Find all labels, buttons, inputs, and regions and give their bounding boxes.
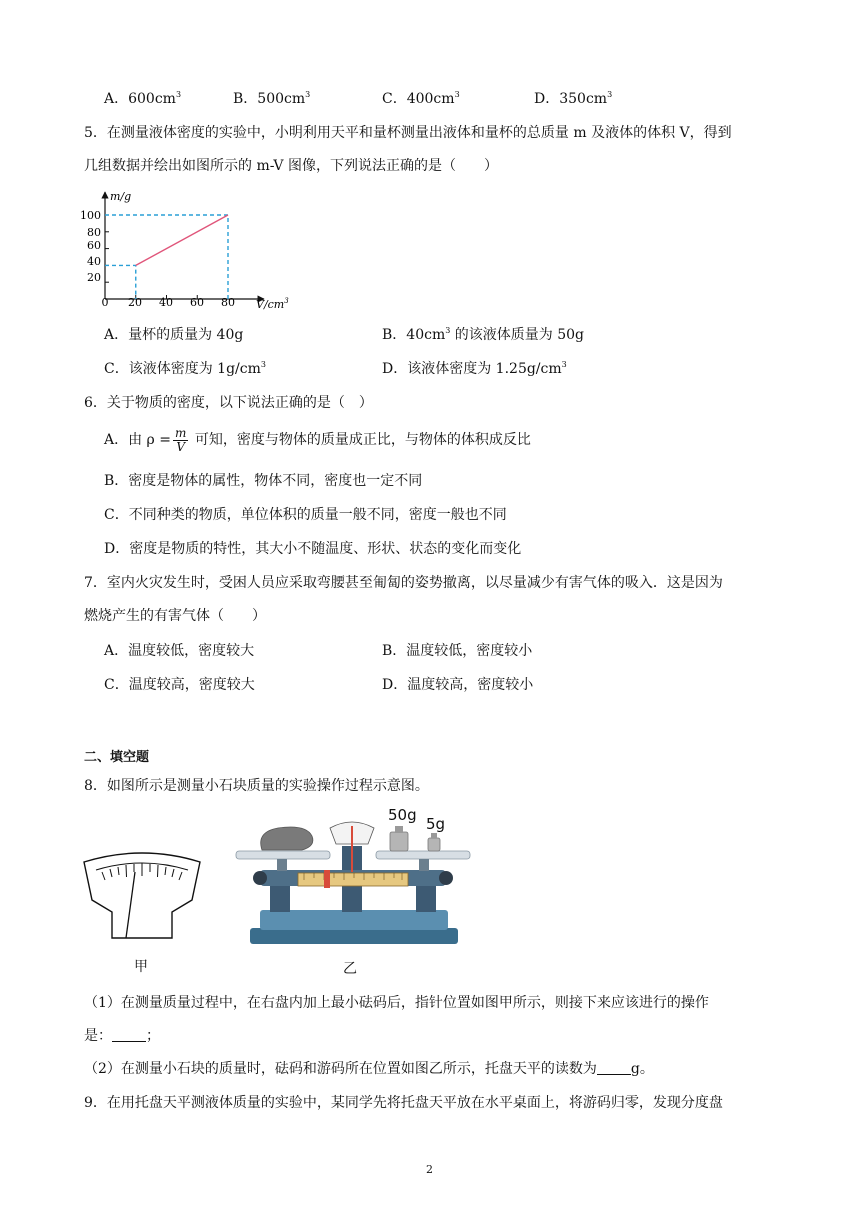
answer-blank-1[interactable] xyxy=(112,1027,146,1042)
y-tick-label: 80 xyxy=(87,226,101,239)
x-tick-label: 40 xyxy=(159,296,173,309)
y-tick-label: 100 xyxy=(80,209,101,222)
q7-option-b: B．温度较低，密度较小 xyxy=(382,643,533,659)
q6-stem: 6．关于物质的密度，以下说法正确的是（ ） xyxy=(84,395,373,411)
q7-option-d: D．温度较高，密度较小 xyxy=(382,677,534,693)
graph-xlabel: $V/cm^3$ xyxy=(256,297,289,311)
q4-option-a: A．$600cm^3$ xyxy=(104,90,182,107)
weight-5g xyxy=(428,838,440,851)
q7-stem-line1: 7．室内火灾发生时，受困人员应采取弯腰甚至匍匐的姿势撤离，以尽量减少有害气体的吸入．这是因为 xyxy=(84,575,723,591)
graph-ylabel: m/g xyxy=(110,190,132,203)
q5-stem-line2: 几组数据并绘出如图所示的 m-V 图像，下列说法正确的是（ ） xyxy=(84,158,498,174)
stone xyxy=(261,827,313,850)
q5-mv-graph xyxy=(80,186,310,316)
y-tick-label: 40 xyxy=(87,255,101,268)
page-number: 2 xyxy=(426,1163,433,1176)
x-tick-label: 80 xyxy=(221,296,235,309)
y-tick-label: 20 xyxy=(87,271,101,284)
q7-option-c: C．温度较高，密度较大 xyxy=(104,677,255,693)
x-tick-label: 20 xyxy=(128,296,142,309)
q4-option-c: C．$400cm^3$ xyxy=(382,90,460,107)
weight-5g-label: 5g xyxy=(426,815,446,833)
q6-option-c: C．不同种类的物质，单位体积的质量一般不同，密度一般也不同 xyxy=(104,507,507,523)
q6-option-b: B．密度是物体的属性，物体不同，密度也一定不同 xyxy=(104,473,423,489)
weight-50g xyxy=(390,832,408,851)
answer-blank-2[interactable] xyxy=(597,1060,631,1075)
q6-option-a: A．由 ρ = $\frac{m}{V}$ 可知，密度与物体的质量成正比，与物体的体积成反比 xyxy=(104,425,531,454)
figure-label-yi: 乙 xyxy=(343,961,357,977)
data-line xyxy=(136,215,228,265)
q9-stem-line1: 9．在用托盘天平测液体质量的实验中，某同学先将托盘天平放在水平桌面上，将游码归零，发现分度盘 xyxy=(84,1095,723,1111)
q8-sub1-line1: （1）在测量质量过程中，在右盘内加上最小砝码后，指针位置如图甲所示，则接下来应该进行的操作 xyxy=(84,995,709,1011)
q5-option-a: A．量杯的质量为 40g xyxy=(104,327,244,343)
q7-option-a: A．温度较低，密度较大 xyxy=(104,643,255,659)
q7-stem-line2: 燃烧产生的有害气体（ ） xyxy=(84,608,266,624)
right-knob-icon[interactable] xyxy=(439,871,453,885)
q4-option-d: D．$350cm^3$ xyxy=(534,90,613,107)
guide-line-end xyxy=(105,215,228,299)
x-tick-label: 60 xyxy=(190,296,204,309)
q5-stem-line1: 5．在测量液体密度的实验中，小明利用天平和量杯测量出液体和量杯的总质量 m 及液体的体积 V，得到 xyxy=(84,125,732,141)
q4-option-b: B．$500cm^3$ xyxy=(233,90,311,107)
q5-option-d: D．该液体密度为 $1.25g/cm^3$ xyxy=(382,360,567,377)
figure-label-jia: 甲 xyxy=(134,959,148,975)
q6-option-d: D．密度是物质的特性，其大小不随温度、形状、状态的变化而变化 xyxy=(104,541,522,557)
q8-sub2: （2）在测量小石块的质量时，砝码和游码所在位置如图乙所示，托盘天平的读数为 g。 xyxy=(84,1061,654,1077)
weight-50g-label: 50g xyxy=(388,806,417,824)
left-knob-icon[interactable] xyxy=(253,871,267,885)
rider-slider[interactable] xyxy=(324,870,330,888)
guide-line-start xyxy=(105,265,136,299)
dial-figure-jia xyxy=(80,850,204,940)
density-fraction: $\frac{m}{V}$ xyxy=(174,425,187,454)
y-tick-label: 60 xyxy=(87,239,101,252)
q5-option-b: B．$40cm^3$ 的该液体质量为 50g xyxy=(382,326,584,343)
q8-stem: 8．如图所示是测量小石块质量的实验操作过程示意图。 xyxy=(84,778,429,794)
section-heading: 二、填空题 xyxy=(84,750,150,765)
q5-option-c: C．该液体密度为 $1g/cm^3$ xyxy=(104,360,266,377)
q8-sub1-line2: 是： ； xyxy=(84,1028,160,1044)
x-tick-label: 0 xyxy=(101,296,109,309)
